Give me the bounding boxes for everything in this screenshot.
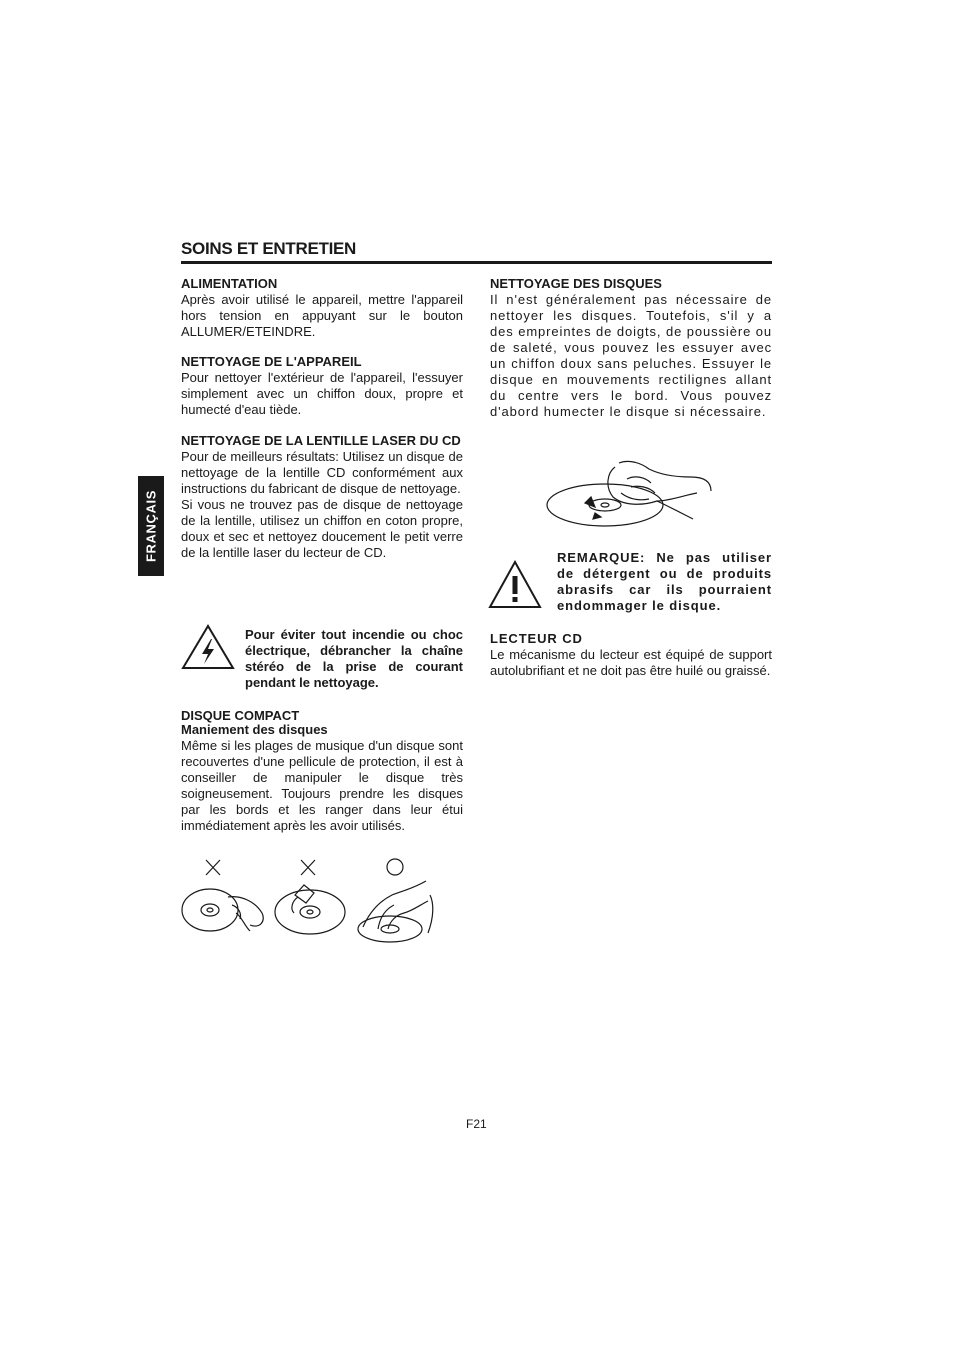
- heading-alimentation: ALIMENTATION: [181, 276, 278, 291]
- warning-electric: Pour éviter tout incendie ou choc électrique, débrancher la chaîne stéréo de la prise de courant pendant le nettoyage.: [245, 627, 463, 690]
- text-lecteur-cd: Le mécanisme du lecteur est équipé de support autolubrifiant et ne doit pas être huilé ou graissé.: [490, 647, 772, 678]
- text-disque-compact: Même si les plages de musique d'un disque sont recouvertes d'une pellicule de protection, il est à conseiller de manipuler le disque très soigneusement. Toujours prendre les disques par les bords et les ranger dans leur étui immédiatement après les avoir utilisés.: [181, 738, 463, 833]
- page-title: SOINS ET ENTRETIEN: [181, 239, 357, 258]
- text-nettoyage-lentille-2: Si vous ne trouvez pas de disque de nettoyage de la lentille, utilisez un chiffon en coton propre, doux et sec et nettoyez doucement le petit verre de la lentille laser du lecteur de CD.: [181, 497, 463, 560]
- section-nettoyage-lentille: [181, 433, 463, 561]
- disc-handling-illustration: [180, 855, 448, 947]
- text-nettoyage-lentille-1: Pour de meilleurs résultats: Utilisez un disque de nettoyage de la lentille CD conformément aux instructions du fabricant de disque de nettoyage.: [181, 449, 463, 496]
- heading-lecteur-cd: LECTEUR CD: [490, 631, 583, 646]
- section-disque-compact: [181, 708, 463, 834]
- heading-disque-compact: DISQUE COMPACT: [181, 708, 300, 723]
- heading-nettoyage-disques: NETTOYAGE DES DISQUES: [490, 276, 662, 291]
- heading-nettoyage-lentille: NETTOYAGE DE LA LENTILLE LASER DU CD: [181, 433, 461, 448]
- heading-nettoyage-appareil: NETTOYAGE DE L'APPAREIL: [181, 354, 362, 369]
- text-nettoyage-disques: Il n'est généralement pas nécessaire de nettoyer les disques. Toutefois, s'il y a des empreintes de doigts, de poussière ou de saleté, vous pouvez les essuyer avec un chiffon doux sans peluches. Essuyer le disque en mouvements rectilignes allant du centre vers le bord. Vous pouvez d'abord humecter le disque si nécessaire.: [490, 292, 772, 419]
- remarque-note: REMARQUE: Ne pas utiliser de détergent ou de produits abrasifs car ils pourraient endommager le disque.: [557, 550, 772, 613]
- caution-warning-icon: [488, 560, 542, 610]
- language-tab-label: FRANÇAIS: [143, 490, 159, 562]
- section-nettoyage-disques: [490, 276, 772, 420]
- section-nettoyage-appareil: [181, 354, 463, 418]
- disc-wiping-illustration: [545, 455, 715, 530]
- electric-shock-warning-icon: [181, 624, 235, 670]
- subheading-maniement: Maniement des disques: [181, 722, 328, 737]
- section-alimentation: [181, 276, 463, 340]
- language-tab: [138, 476, 164, 576]
- title-rule: [181, 261, 772, 264]
- page-number: F21: [466, 1117, 487, 1131]
- text-nettoyage-appareil: Pour nettoyer l'extérieur de l'appareil, l'essuyer simplement avec un chiffon doux, propre et humecté d'eau tiède.: [181, 370, 463, 417]
- text-alimentation: Après avoir utilisé le appareil, mettre l'appareil hors tension en appuyant sur le bouton ALLUMER/ETEINDRE.: [181, 292, 463, 339]
- section-lecteur-cd: [490, 631, 772, 679]
